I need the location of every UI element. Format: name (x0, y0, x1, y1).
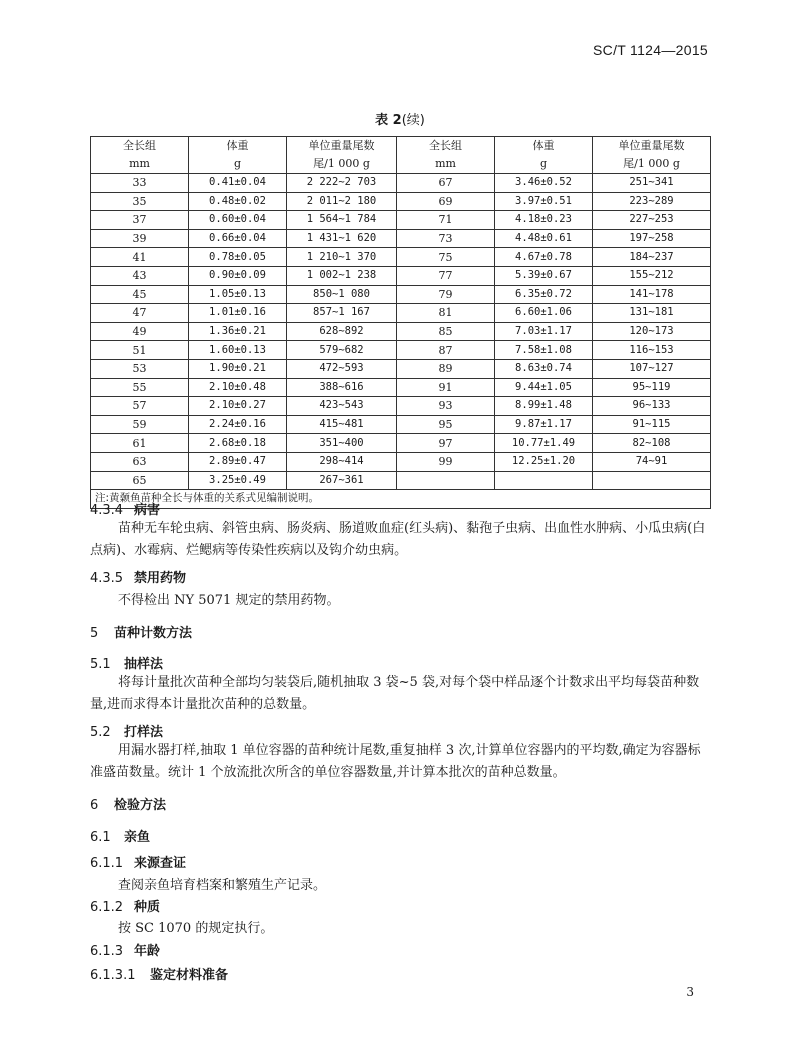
table-cell: 857~1 167 (287, 304, 397, 323)
header-row (91, 137, 711, 156)
table-row (91, 341, 711, 360)
table-cell: 87 (397, 341, 495, 360)
table-cell: 33 (91, 174, 189, 193)
table-cell: 47 (91, 304, 189, 323)
table-cell: 5.39±0.67 (495, 266, 593, 285)
table-cell: 1.05±0.13 (189, 285, 287, 304)
section-4-3-5-heading (90, 567, 186, 586)
column-header: 单位重量尾数 (593, 137, 711, 156)
column-header: 全长组 (397, 137, 495, 156)
table-cell: 850~1 080 (287, 285, 397, 304)
table-cell: 82~108 (593, 434, 711, 453)
table-cell: 2 011~2 180 (287, 192, 397, 211)
table-cell: 3.46±0.52 (495, 174, 593, 193)
table-cell: 59 (91, 415, 189, 434)
table-row (91, 229, 711, 248)
section-6-heading (90, 794, 166, 813)
section-title: 亲鱼 (124, 830, 151, 845)
section-5-2-heading (90, 721, 163, 740)
table-cell: 0.41±0.04 (189, 174, 287, 193)
table-row (91, 304, 711, 323)
table-row (91, 285, 711, 304)
section-number: 4.3.4 (90, 503, 124, 518)
table-cell: 0.66±0.04 (189, 229, 287, 248)
section-5-heading (90, 622, 192, 641)
table-cell: 67 (397, 174, 495, 193)
table-cell: 7.03±1.17 (495, 322, 593, 341)
column-header: 单位重量尾数 (287, 137, 397, 156)
table-cell: 63 (91, 452, 189, 471)
table-cell: 184~237 (593, 248, 711, 267)
table-cell: 74~91 (593, 452, 711, 471)
table-cell: 4.18±0.23 (495, 211, 593, 230)
table-cell: 91 (397, 378, 495, 397)
table-cell (593, 471, 711, 490)
table-cell: 79 (397, 285, 495, 304)
section-4-3-4-text: 苗种无车轮虫病、斜管虫病、肠炎病、肠道败血症(红头病)、黏孢子虫病、出血性水肿病、小瓜虫病(白点病)、水霉病、烂鳃病等传染性疾病以及钩介幼虫病。 (90, 521, 706, 558)
section-5-1-text: 将每计量批次苗种全部均匀装袋后,随机抽取 3 袋~5 袋,对每个袋中样品逐个计数求出平均每袋苗种数量,进而求得本计量批次苗种的总数量。 (90, 675, 700, 712)
column-unit: mm (397, 155, 495, 174)
table-title-text: 表 2 (375, 113, 402, 128)
table-cell: 4.48±0.61 (495, 229, 593, 248)
table-cell: 65 (91, 471, 189, 490)
table-cell: 61 (91, 434, 189, 453)
table-cell: 1.01±0.16 (189, 304, 287, 323)
section-title: 鉴定材料准备 (150, 968, 229, 983)
table-cell: 0.90±0.09 (189, 266, 287, 285)
table-cell: 10.77±1.49 (495, 434, 593, 453)
section-5-1-heading (90, 653, 163, 672)
section-title: 抽样法 (124, 657, 164, 672)
column-unit: 尾/1 000 g (287, 155, 397, 174)
section-6-1-2-text: 按 SC 1070 的规定执行。 (118, 921, 274, 936)
table-cell: 97 (397, 434, 495, 453)
table-cell: 298~414 (287, 452, 397, 471)
table-row (91, 211, 711, 230)
section-6-1-3-heading (90, 940, 160, 959)
table-cell: 2.10±0.27 (189, 397, 287, 416)
table-row (91, 415, 711, 434)
data-table (90, 136, 711, 509)
table-cell: 71 (397, 211, 495, 230)
column-header: 体重 (189, 137, 287, 156)
table-cell: 77 (397, 266, 495, 285)
table-cell: 89 (397, 359, 495, 378)
table-cell: 99 (397, 452, 495, 471)
section-6-1-1-text: 查阅亲鱼培育档案和繁殖生产记录。 (118, 878, 327, 893)
section-title: 年龄 (134, 944, 161, 959)
section-title: 禁用药物 (134, 571, 187, 586)
column-unit: 尾/1 000 g (593, 155, 711, 174)
table-row (91, 266, 711, 285)
standard-code: SC/T 1124—2015 (593, 42, 708, 58)
table-cell: 388~616 (287, 378, 397, 397)
table-cell: 95~119 (593, 378, 711, 397)
table-cell: 141~178 (593, 285, 711, 304)
header-unit-row (91, 155, 711, 174)
section-number: 6.1.3.1 (90, 968, 136, 983)
table-cell: 8.63±0.74 (495, 359, 593, 378)
table-cell: 45 (91, 285, 189, 304)
section-number: 6.1 (90, 830, 111, 845)
table-cell: 472~593 (287, 359, 397, 378)
table-row (91, 434, 711, 453)
table-cell: 49 (91, 322, 189, 341)
column-unit: g (189, 155, 287, 174)
table-cell: 9.44±1.05 (495, 378, 593, 397)
table-cell: 155~212 (593, 266, 711, 285)
table-cell: 4.67±0.78 (495, 248, 593, 267)
table-cell: 12.25±1.20 (495, 452, 593, 471)
section-title: 打样法 (124, 725, 164, 740)
table-cell: 9.87±1.17 (495, 415, 593, 434)
table-cell: 2.89±0.47 (189, 452, 287, 471)
table-cell: 116~153 (593, 341, 711, 360)
table-cell: 39 (91, 229, 189, 248)
table-cell: 43 (91, 266, 189, 285)
table-cell: 93 (397, 397, 495, 416)
table-row (91, 248, 711, 267)
table-cell: 73 (397, 229, 495, 248)
column-header: 体重 (495, 137, 593, 156)
section-title: 苗种计数方法 (114, 626, 193, 641)
table-cell: 55 (91, 378, 189, 397)
table-row (91, 378, 711, 397)
table-cell: 628~892 (287, 322, 397, 341)
table-cell: 2.24±0.16 (189, 415, 287, 434)
table-row (91, 192, 711, 211)
table-cell: 0.48±0.02 (189, 192, 287, 211)
table-cell: 41 (91, 248, 189, 267)
table-cell (495, 471, 593, 490)
table-cell: 227~253 (593, 211, 711, 230)
table-title (0, 109, 800, 128)
table-cell: 131~181 (593, 304, 711, 323)
table-cell: 57 (91, 397, 189, 416)
table-row (91, 359, 711, 378)
section-4-3-5-text: 不得检出 NY 5071 规定的禁用药物。 (118, 593, 340, 608)
section-number: 4.3.5 (90, 571, 124, 586)
column-unit: g (495, 155, 593, 174)
table-cell: 7.58±1.08 (495, 341, 593, 360)
section-number: 6 (90, 798, 99, 813)
table-cell: 96~133 (593, 397, 711, 416)
table-cell: 6.35±0.72 (495, 285, 593, 304)
section-5-2-text: 用漏水器打样,抽取 1 单位容器的苗种统计尾数,重复抽样 3 次,计算单位容器内的平均数,确定为容器标准盛苗数量。统计 1 个放流批次所含的单位容器数量,并计算本批次的苗种总数量。 (90, 743, 701, 780)
table-cell: 35 (91, 192, 189, 211)
table-cell: 81 (397, 304, 495, 323)
table-cell: 3.25±0.49 (189, 471, 287, 490)
table-cell: 2.10±0.48 (189, 378, 287, 397)
table-cell: 2.68±0.18 (189, 434, 287, 453)
table-cell: 120~173 (593, 322, 711, 341)
table-cell: 37 (91, 211, 189, 230)
table-cell: 251~341 (593, 174, 711, 193)
table-cell: 3.97±0.51 (495, 192, 593, 211)
table-cell: 423~543 (287, 397, 397, 416)
table-cell: 6.60±1.06 (495, 304, 593, 323)
table-cell: 8.99±1.48 (495, 397, 593, 416)
table-cell: 53 (91, 359, 189, 378)
table-cell: 267~361 (287, 471, 397, 490)
table-cell: 351~400 (287, 434, 397, 453)
column-header: 全长组 (91, 137, 189, 156)
section-number: 6.1.2 (90, 900, 124, 915)
table-cell: 223~289 (593, 192, 711, 211)
section-title: 病害 (134, 503, 161, 518)
section-number: 5 (90, 626, 99, 641)
table-title-continued: (续) (401, 113, 425, 128)
section-number: 6.1.3 (90, 944, 124, 959)
table-row (91, 452, 711, 471)
table-row (91, 174, 711, 193)
table-cell: 1.36±0.21 (189, 322, 287, 341)
section-6-1-3-1-heading (90, 964, 228, 983)
table-cell: 1 564~1 784 (287, 211, 397, 230)
table-cell: 1 431~1 620 (287, 229, 397, 248)
table-cell: 1 210~1 370 (287, 248, 397, 267)
section-4-3-4-heading (90, 499, 160, 518)
section-6-1-2-heading (90, 896, 160, 915)
table-cell: 0.60±0.04 (189, 211, 287, 230)
table-cell: 415~481 (287, 415, 397, 434)
section-title: 来源查证 (134, 856, 187, 871)
table-cell: 197~258 (593, 229, 711, 248)
section-6-1-1-heading (90, 852, 186, 871)
table-cell: 107~127 (593, 359, 711, 378)
table-cell: 91~115 (593, 415, 711, 434)
table-note-row (91, 490, 711, 509)
section-number: 5.2 (90, 725, 111, 740)
table-cell: 95 (397, 415, 495, 434)
section-number: 6.1.1 (90, 856, 124, 871)
table-cell: 2 222~2 703 (287, 174, 397, 193)
table-cell: 1.60±0.13 (189, 341, 287, 360)
section-title: 种质 (134, 900, 161, 915)
section-6-1-heading (90, 826, 150, 845)
table-note: 注:黄颡鱼苗种全长与体重的关系式见编制说明。 (91, 490, 711, 509)
table-cell: 69 (397, 192, 495, 211)
table-row (91, 322, 711, 341)
table-cell (397, 471, 495, 490)
table-cell: 1.90±0.21 (189, 359, 287, 378)
table-cell: 0.78±0.05 (189, 248, 287, 267)
section-title: 检验方法 (114, 798, 167, 813)
section-number: 5.1 (90, 657, 111, 672)
table-cell: 85 (397, 322, 495, 341)
table-cell: 75 (397, 248, 495, 267)
column-unit: mm (91, 155, 189, 174)
page-number: 3 (686, 985, 694, 999)
table-row (91, 471, 711, 490)
table-cell: 1 002~1 238 (287, 266, 397, 285)
table-row (91, 397, 711, 416)
table-cell: 51 (91, 341, 189, 360)
table-cell: 579~682 (287, 341, 397, 360)
